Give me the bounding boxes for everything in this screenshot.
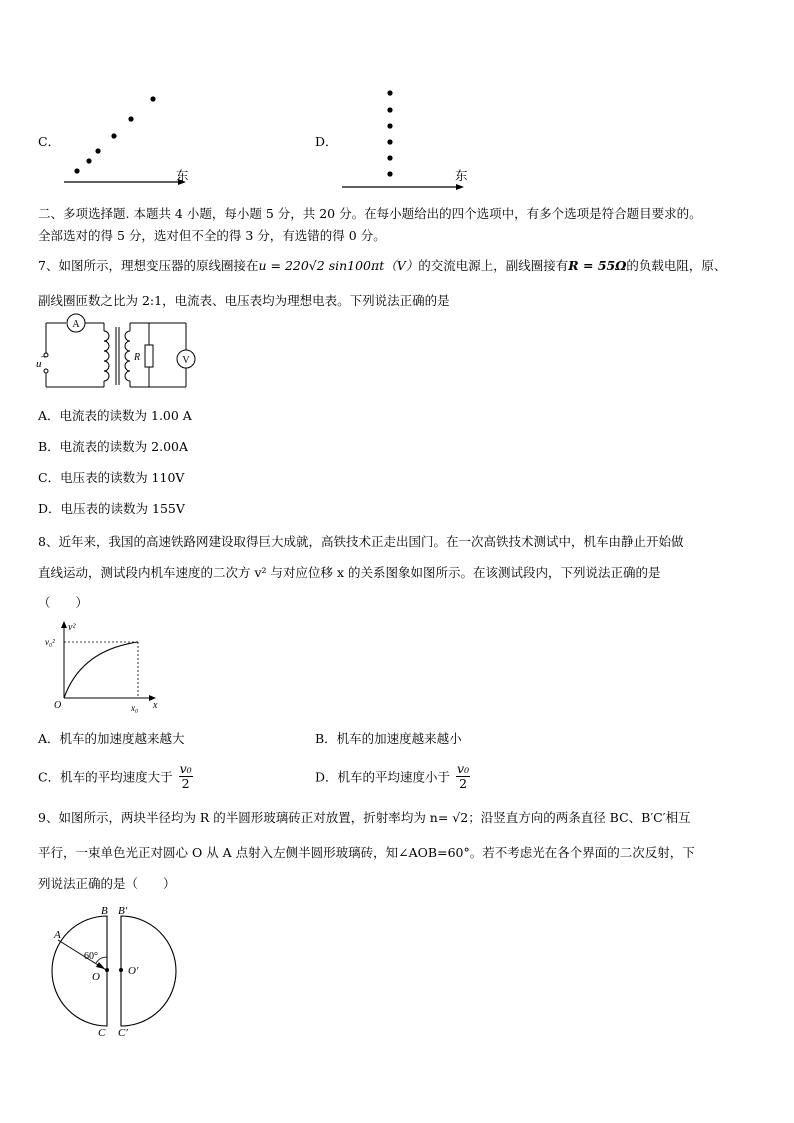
section2-line1: 二、多项选择题. 本题共 4 小题，每小题 5 分，共 20 分。在每小题给出的四个选项中，有多个选项是符合题目要求的。 — [38, 206, 702, 221]
graph-y-mark: v₀² — [45, 637, 55, 647]
point-O-label: O — [92, 971, 100, 983]
axis-label-east-c: 东 — [176, 168, 189, 183]
q9-line1: 9、如图所示，两块半径均为 R 的半圆形玻璃砖正对放置，折射率均为 n= √2；沿竖直方向的两条直径 BC、B′C′相互 — [38, 810, 691, 825]
q9-line2: 平行，一束单色光正对圆心 O 从 A 点射入左侧半圆形玻璃砖，知∠AOB=60°。若不考虑光在各个界面的二次反射，下 — [38, 845, 695, 860]
semicircle-glass-figure — [44, 904, 194, 1039]
graph-x-axis-label: x — [153, 700, 158, 711]
axis-label-east-d: 东 — [455, 168, 468, 183]
graph-y-axis-label: v² — [68, 622, 76, 633]
q7-option-d[interactable]: D．电压表的读数为 155V — [38, 501, 185, 516]
point-C2-label: C′ — [118, 1027, 128, 1039]
option-c-label: C． — [38, 134, 61, 149]
q8-line3: （ ） — [38, 595, 89, 610]
q8-line2: 直线运动，测试段内机车速度的二次方 v² 与对应位移 x 的关系图象如图所示。在该测试段内，下列说法正确的是 — [38, 565, 661, 580]
point-C-label: C — [98, 1027, 106, 1039]
q7-option-c[interactable]: C．电压表的读数为 110V — [38, 470, 185, 485]
source-symbol: ~ — [41, 352, 46, 362]
point-A-label: A — [54, 929, 61, 941]
q7-line1: 7、如图所示，理想变压器的原线圈接在u = 220√2 sin100πt（V）的交流电源上，副线圈接有R = 55Ω的负载电阻，原、 — [38, 258, 727, 273]
q9-line3: 列说法正确的是（ ） — [38, 876, 176, 891]
q8-option-d[interactable]: D．机车的平均速度小于 $\frac{\text{v₀}}{2}$ — [315, 761, 470, 791]
point-B2-label: B′ — [118, 905, 128, 917]
source-label: u — [36, 358, 42, 370]
q8-option-b[interactable]: B．机车的加速度越来越小 — [315, 731, 462, 746]
option-d-label: D． — [315, 134, 338, 149]
q8-line1: 8、近年来，我国的高速铁路网建设取得巨大成就，高铁技术正走出国门。在一次高铁技术测试中，机车由静止开始做 — [38, 534, 684, 549]
dot-diagram-d — [338, 85, 498, 195]
transformer-circuit — [36, 315, 196, 395]
v2-x-graph — [36, 620, 176, 713]
resistor-label: R — [134, 352, 141, 363]
q8-option-c[interactable]: C．机车的平均速度大于 $\frac{\text{v₀}}{2}$ — [38, 761, 192, 791]
voltmeter-label: V — [182, 355, 190, 366]
q8-option-a[interactable]: A．机车的加速度越来越大 — [38, 731, 185, 746]
q7-option-a[interactable]: A．电流表的读数为 1.00 A — [38, 408, 192, 423]
section2-line2: 全部选对的得 5 分，选对但不全的得 3 分，有选错的得 0 分。 — [38, 228, 386, 243]
angle-label: 60° — [84, 951, 98, 962]
point-O2-label: O′ — [128, 965, 139, 977]
dot-diagram-c — [60, 90, 220, 190]
ammeter-label: A — [72, 319, 80, 330]
graph-x-mark: x₀ — [131, 703, 139, 713]
point-B-label: B — [101, 905, 108, 917]
q7-line2: 副线圈匝数之比为 2:1，电流表、电压表均为理想电表。下列说法正确的是 — [38, 293, 450, 308]
q7-option-b[interactable]: B．电流表的读数为 2.00A — [38, 439, 189, 454]
graph-origin-label: O — [54, 700, 62, 711]
